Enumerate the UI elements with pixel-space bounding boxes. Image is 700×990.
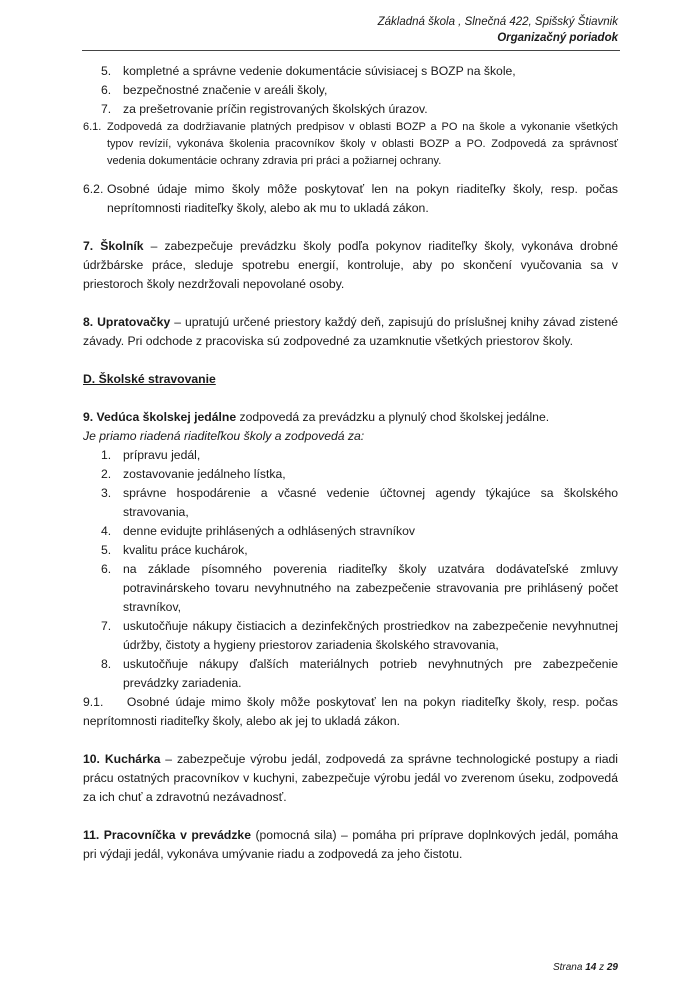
item-number: 7. [101, 102, 112, 116]
subordination-note: Je priamo riadená riaditeľkou školy a zodpovedá za: [83, 429, 365, 443]
page-total: 29 [606, 962, 618, 973]
role-text: – zabezpečuje prevádzku školy podľa pokynov riaditeľky školy, vykonáva drobné údržbárske práce, sleduje spotrebu energií, kontroluje, aby po skončení vyučovania sa v priestoroch školy nezdržovali nepovolané osoby. [83, 239, 619, 291]
list-item [83, 100, 618, 119]
list-bozp [83, 62, 618, 119]
paragraph-number: 6.2. [83, 182, 104, 196]
list-item [83, 541, 618, 560]
list-item [83, 484, 618, 522]
page-body [83, 62, 618, 864]
page-number: 14 [585, 962, 597, 973]
list-item [83, 560, 618, 617]
paragraph-number: 6.1. [83, 121, 102, 133]
role-subtitle: (pomocná sila) [250, 828, 337, 842]
list-item [83, 62, 618, 81]
item-number: 1. [101, 448, 112, 462]
section-heading: D. Školské stravovanie [83, 372, 216, 386]
page-header [378, 14, 618, 46]
item-text: uskutočňuje nákupy ďalších materiálnych potrieb nevyhnutných pre zabezpečenie prevádzky zariadenia. [123, 657, 618, 690]
item-text: prípravu jedál, [123, 448, 201, 462]
list-item [83, 446, 618, 465]
item-number: 6. [101, 83, 112, 97]
paragraph-upratovacky [83, 313, 618, 351]
item-text: uskutočňuje nákupy čistiacich a dezinfekčných prostriedkov na zabezpečenie nevyhnutnej údržby, čistoty a hygieny priestorov zariadenia školského stravovania, [123, 619, 618, 652]
item-number: 5. [101, 64, 112, 78]
item-text: správne hospodárenie a včasné vedenie účtovnej agendy týkajúce sa školského stravovania, [123, 486, 618, 519]
role-title: 9. Vedúca školskej jedálne [83, 410, 237, 424]
role-text: – pomáha pri príprave doplnkových jedál, pomáha pri výdaji jedál, vykonáva umývanie riadu a zodpovedá za jeho čistotu. [83, 828, 618, 861]
footer-separator: z [596, 962, 607, 973]
item-number: 6. [101, 562, 112, 576]
list-item [83, 465, 618, 484]
item-number: 8. [101, 657, 112, 671]
page-footer [553, 962, 618, 973]
header-school: Základná škola , Slnečná 422, Spišský Štiavnik [377, 16, 618, 28]
paragraph-skolnik [83, 237, 618, 294]
paragraph-kucharka [83, 750, 618, 807]
paragraph-text: Osobné údaje mimo školy môže poskytovať len na pokyn riaditeľky školy, resp. počas neprítomnosti riaditeľky školy, alebo ak jej to ukladá zákon. [83, 695, 619, 728]
list-item [83, 655, 618, 693]
paragraph-6-1 [83, 119, 618, 170]
item-text: na základe písomného poverenia riaditeľky školy uzatvára dodávateľské zmluvy potravinárskeho tovaru nevyhnutného na zabezpečenie stravovania pre prihlásený počet stravníkov, [123, 562, 618, 614]
role-title: 11. Pracovníčka v prevádzke [83, 828, 251, 842]
list-veduca-duties [83, 446, 618, 693]
item-text: bezpečnostné značenie v areáli školy, [123, 83, 328, 97]
role-text: – zabezpečuje výrobu jedál, zodpovedá za správne technologické postupy a riadi prácu ostatných pracovníkov v kuchyni, zabezpečuje výrobu jedál vo zverenom úseku, zodpovedá za ich chuť a zdravotnú nezávadnosť. [83, 752, 618, 804]
paragraph-number: 9.1. [83, 695, 104, 709]
paragraph-pracovnicka [83, 826, 618, 864]
paragraph-text: Zodpovedá za dodržiavanie platných predpisov v oblasti BOZP a PO na škole a vykonanie všetkých typov revízií, vykonáva školenia pracovníkov školy v oblasti BOZP a PO. Zodpovedá za správnosť vedenia dokumentácie ochrany zdravia pri práci a požiarnej ochrany. [107, 121, 618, 167]
item-number: 2. [101, 467, 112, 481]
item-number: 3. [101, 486, 112, 500]
header-document-title: Organizačný poriadok [497, 32, 618, 44]
item-text: zostavovanie jedálneho lístka, [123, 467, 286, 481]
paragraph-text: Osobné údaje mimo školy môže poskytovať len na pokyn riaditeľky školy, resp. počas neprítomnosti riaditeľky školy, alebo ak mu to ukladá zákon. [107, 182, 618, 215]
role-text: zodpovedá za prevádzku a plynulý chod školskej jedálne. [236, 410, 550, 424]
role-title: 7. Školník [83, 239, 144, 253]
item-text: kompletné a správne vedenie dokumentácie súvisiacej s BOZP na škole, [123, 64, 516, 78]
paragraph-6-2 [83, 180, 618, 218]
item-number: 4. [101, 524, 112, 538]
footer-label: Strana [552, 962, 586, 973]
list-item [83, 81, 618, 100]
role-title: 10. Kuchárka [83, 752, 161, 766]
item-text: kvalitu práce kuchárok, [123, 543, 248, 557]
item-text: za prešetrovanie príčin registrovaných školských úrazov. [123, 102, 428, 116]
item-number: 7. [101, 619, 112, 633]
item-text: denne evidujte prihlásených a odhlásených stravníkov [123, 524, 416, 538]
paragraph-9-1 [83, 693, 618, 731]
list-item [83, 522, 618, 541]
role-title: 8. Upratovačky [83, 315, 171, 329]
list-item [83, 617, 618, 655]
header-divider [82, 50, 620, 51]
paragraph-veduca [83, 408, 618, 427]
item-number: 5. [101, 543, 112, 557]
role-text: – upratujú určené priestory každý deň, zapisujú do príslušnej knihy závad zistené závady. Pri odchode z pracoviska sú zodpovedné za uzamknutie všetkých priestorov školy. [83, 315, 619, 348]
